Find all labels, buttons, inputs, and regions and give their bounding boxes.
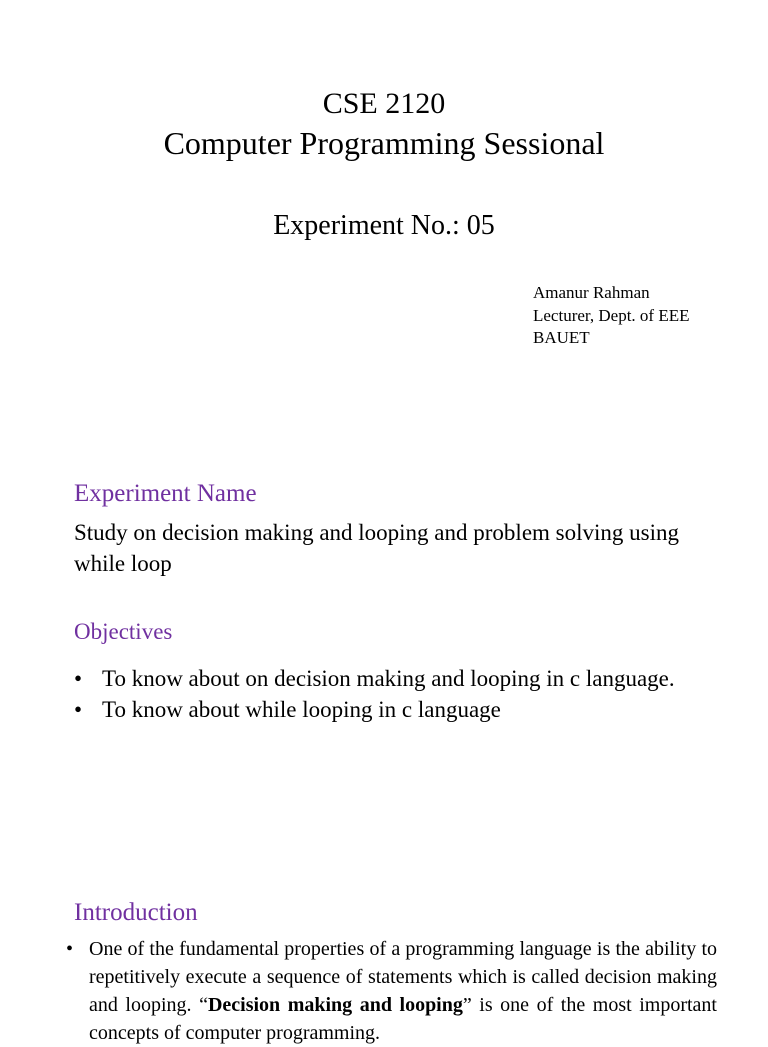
author-block — [533, 282, 690, 350]
introduction-text: One of the fundamental properties of a programming language is the ability to repetitively execute a sequence of statements which is called decision making and looping. “ — [89, 938, 717, 1016]
bullet-icon: • — [74, 697, 83, 722]
bullet-icon: • — [74, 666, 83, 691]
introduction-bold-term: Decision making and looping — [207, 994, 463, 1016]
course-title: Computer Programming Sessional — [163, 125, 605, 161]
objective-item — [74, 663, 702, 694]
objectives-heading: Objectives — [74, 619, 173, 644]
course-code: CSE 2120 — [322, 87, 446, 120]
introduction-item — [66, 935, 717, 1047]
objectives-list — [74, 663, 702, 725]
bullet-icon: • — [66, 938, 74, 960]
objective-item — [74, 694, 702, 725]
author-institution: BAUET — [533, 328, 590, 347]
experiment-name-heading: Experiment Name — [74, 480, 257, 507]
introduction-heading: Introduction — [74, 899, 198, 926]
author-name: Amanur Rahman — [533, 283, 650, 302]
author-designation: Lecturer, Dept. of EEE — [533, 305, 690, 325]
introduction-text-tail: ” is one of the most important concepts of computer programming. — [89, 994, 717, 1044]
experiment-name-text: Study on decision making and looping and problem solving using while loop — [74, 520, 679, 576]
experiment-number: Experiment No.: 05 — [273, 210, 495, 241]
objective-text: To know about while looping in c language — [102, 697, 501, 722]
introduction-list — [66, 935, 717, 1047]
objective-text: To know about on decision making and looping in c language. — [102, 666, 675, 691]
